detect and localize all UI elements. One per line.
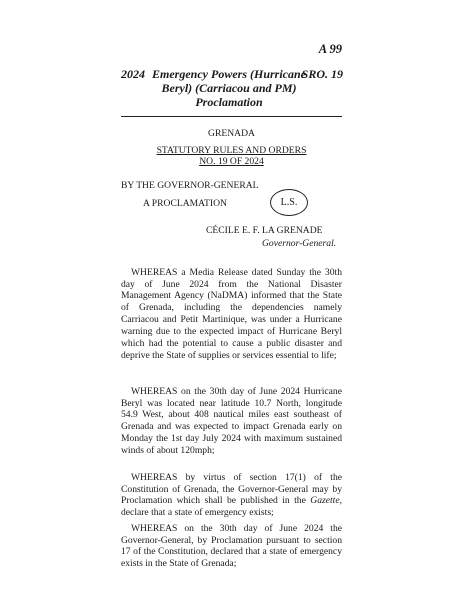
- governor-general-title: Governor-General.: [262, 238, 337, 249]
- whereas-paragraph-2: WHEREAS on the 30th day of June 2024 Hurricane Beryl was located near latitude 10.7 North, longitude 54.9 West, about 408 nautical miles east southeast of Grenada and was expected to impact Grenada early on Monday the 1st day July 2024 with maximum sustained winds of about 120mph;: [121, 385, 342, 457]
- statutory-rules-number: NO. 19 OF 2024: [199, 156, 264, 167]
- whereas-paragraph-3: [121, 472, 342, 520]
- whereas-paragraph-1: WHEREAS a Media Release dated Sunday the 30th day of June 2024 from the National Disaster Management Agency (NaDMA) informed that the State of Grenada, including the dependencies namely Carriacou and Petit Martinique, was under a Hurricane warning due to the expected impact of Hurricane Beryl which had the potential to cause a public disaster and deprive the State of supplies or services essential to life;: [121, 266, 342, 361]
- gazette-word: Gazette: [310, 495, 340, 507]
- by-governor-general-line: BY THE GOVERNOR-GENERAL: [121, 180, 259, 191]
- page-number: A 99: [318, 42, 342, 56]
- header-divider: [121, 116, 342, 117]
- ls-seal: [270, 189, 308, 216]
- statutory-rules-heading: [121, 145, 342, 167]
- header-sro-number: SRO. 19: [301, 67, 343, 81]
- whereas-paragraph-4: WHEREAS on the 30th day of June 2024 the Governor-General, by Proclamation pursuant to section 17 of the Constitution, declared that a state of emergency exists in the State of Grenada;: [121, 522, 342, 570]
- header-title: Emergency Powers (Hurricane Beryl) (Carriacou and PM) Proclamation: [152, 67, 306, 109]
- governor-general-name: CÉCILE E. F. LA GRENADE: [206, 225, 323, 236]
- country-heading: GRENADA: [208, 128, 255, 139]
- paragraph-3-text-a: WHEREAS by virtus of section 17(1) of the Constitution of Grenada, the Governor-General may by Proclamation which shall be published in the: [121, 471, 342, 507]
- proclamation-heading: A PROCLAMATION: [143, 198, 227, 209]
- paragraph-3-text-b: , declare that a state of emergency exists;: [121, 495, 342, 519]
- header-year: 2024: [121, 67, 145, 81]
- statutory-rules-line: STATUTORY RULES AND ORDERS: [156, 145, 307, 156]
- seal-text: L.S.: [280, 197, 298, 208]
